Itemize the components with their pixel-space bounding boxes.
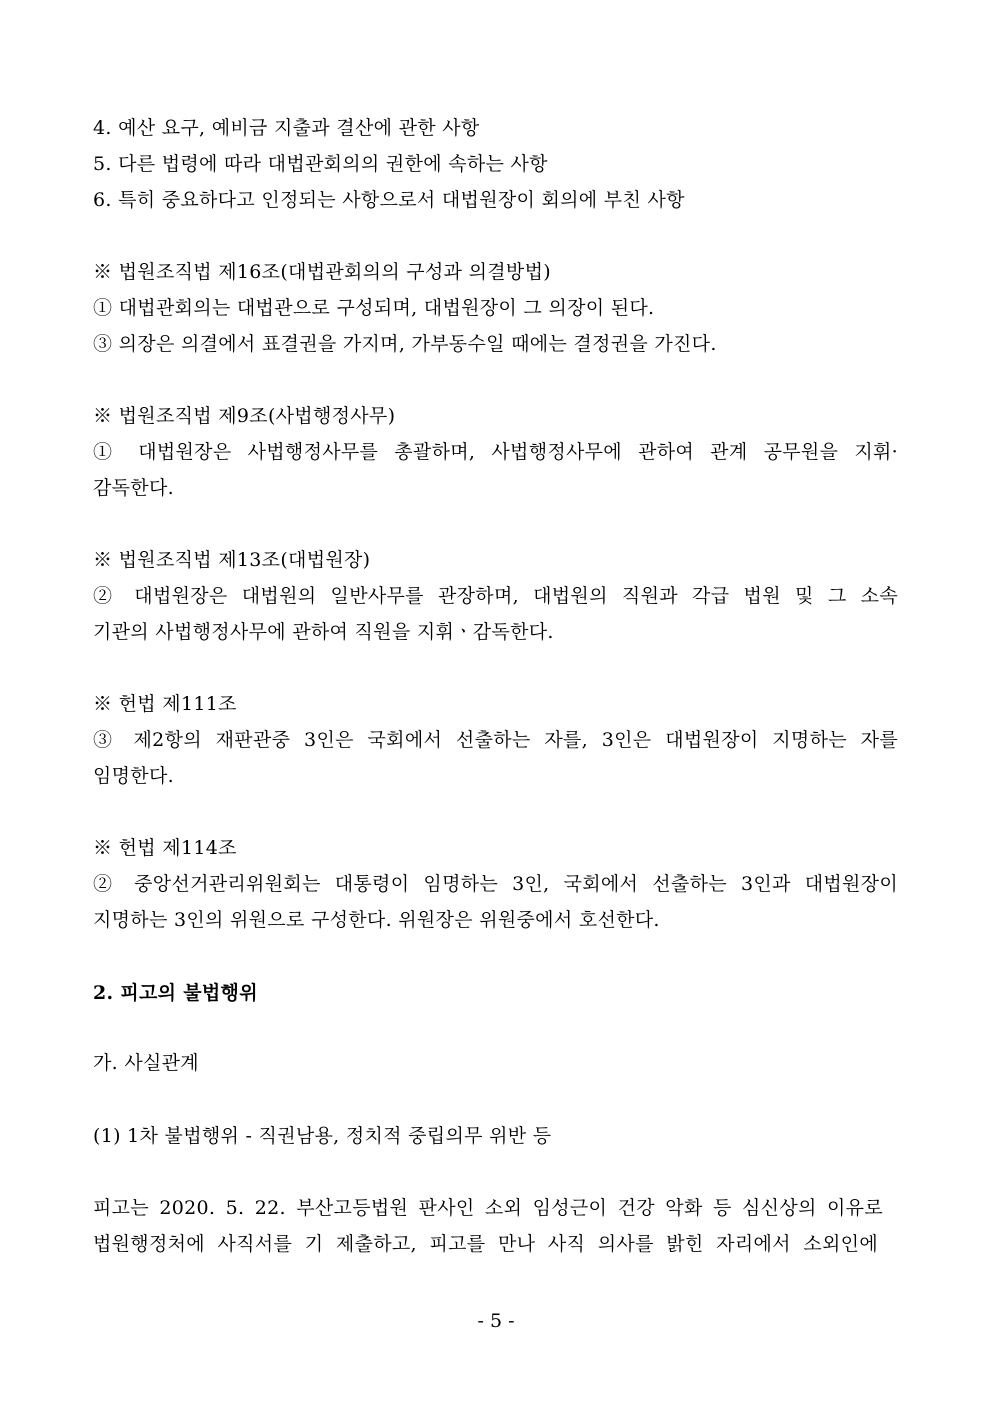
page-number: - 5 - [477, 1310, 515, 1332]
art13-clause-2-line1: ② 대법원장은 대법원의 일반사무를 관장하며, 대법원의 직원과 각급 법원 및 그 소속 [93, 585, 898, 607]
body-paragraph-line2: 법원행정처에 사직서를 기 제출하고, 피고를 만나 사직 의사를 밝힌 자리에서 소외인에 [93, 1233, 878, 1255]
art9-clause-1-line2: 감독한다. [93, 477, 174, 499]
note-heading-const114: ※ 헌법 제114조 [93, 837, 237, 859]
subsection-heading: 가. 사실관계 [93, 1052, 199, 1074]
art16-clause-1: ① 대법관회의는 대법관으로 구성되며, 대법원장이 그 의장이 된다. [93, 297, 655, 319]
note-heading-const111: ※ 헌법 제111조 [93, 693, 237, 715]
const111-clause-3-line2: 임명한다. [93, 765, 174, 787]
note-heading-art13: ※ 법원조직법 제13조(대법원장) [93, 549, 371, 571]
art16-clause-3: ③ 의장은 의결에서 표결권을 가지며, 가부동수일 때에는 결정권을 가진다. [93, 333, 717, 355]
const114-clause-2-line1: ② 중앙선거관리위원회는 대통령이 임명하는 3인, 국회에서 선출하는 3인과 대법원장이 [93, 873, 898, 895]
note-heading-art9: ※ 법원조직법 제9조(사법행정사무) [93, 405, 396, 427]
note-heading-art16: ※ 법원조직법 제16조(대법관회의의 구성과 의결방법) [93, 261, 551, 283]
item-6: 6. 특히 중요하다고 인정되는 사항으로서 대법원장이 회의에 부친 사항 [93, 189, 685, 211]
art13-clause-2-line2: 기관의 사법행정사무에 관하여 직원을 지휘ㆍ감독한다. [93, 621, 554, 643]
sub-subsection-heading: (1) 1차 불법행위 - 직권남용, 정치적 중립의무 위반 등 [93, 1125, 552, 1147]
item-5: 5. 다른 법령에 따라 대법관회의의 권한에 속하는 사항 [93, 153, 548, 175]
const111-clause-3-line1: ③ 제2항의 재판관중 3인은 국회에서 선출하는 자를, 3인은 대법원장이 지명하는 자를 [93, 729, 898, 751]
body-paragraph-line1: 피고는 2020. 5. 22. 부산고등법원 판사인 소외 임성근이 건강 악화 등 심신상의 이유로 [93, 1197, 883, 1219]
section-heading: 2. 피고의 불법행위 [93, 982, 258, 1004]
art9-clause-1-line1: ① 대법원장은 사법행정사무를 총괄하며, 사법행정사무에 관하여 관계 공무원을 지휘· [93, 441, 898, 463]
const114-clause-2-line2: 지명하는 3인의 위원으로 구성한다. 위원장은 위원중에서 호선한다. [93, 909, 660, 931]
item-4: 4. 예산 요구, 예비금 지출과 결산에 관한 사항 [93, 117, 480, 139]
